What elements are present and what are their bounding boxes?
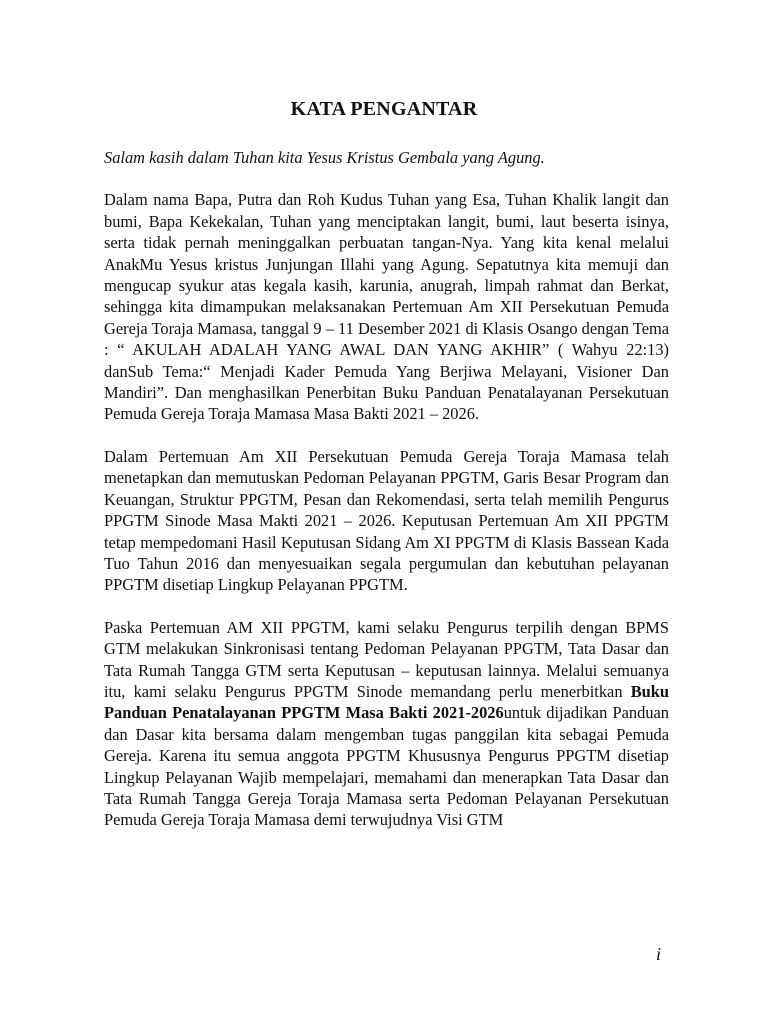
paragraph-1: Dalam nama Bapa, Putra dan Roh Kudus Tuhan yang Esa, Tuhan Khalik langit dan bumi, Bapa Kekekalan, Tuhan yang menciptakan langit, bumi, laut beserta isinya, serta tidak pernah meninggalkan perbuatan tangan-Nya. Yang kita kenal melalui AnakMu Yesus kristus Junjungan Illahi yang Agung. Sepatutnya kita memuji dan mengucap syukur atas kegala kasih, karunia, anugrah, limpah rahmat dan Berkat, sehingga kita dimampukan melaksanakan Pertemuan Am XII Persekutuan Pemuda Gereja Toraja Mamasa, tanggal 9 – 11 Desember 2021 di Klasis Osango dengan Tema : “ AKULAH ADALAH YANG AWAL DAN YANG AKHIR” ( Wahyu 22:13) danSub Tema:“ Menjadi Kader Pemuda Yang Berjiwa Melayani, Visioner Dan Mandiri”. Dan menghasilkan Penerbitan Buku Panduan Penatalayanan Persekutuan Pemuda Gereja Toraja Mamasa Masa Bakti 2021 – 2026. xyxy=(104,190,669,424)
page-number: i xyxy=(656,944,662,964)
paragraph-3-bold-book-title: Buku Panduan Penatalayanan PPGTM Masa Bakti 2021-2026 xyxy=(104,681,669,723)
paragraph-3 xyxy=(104,617,669,831)
paragraph-3-text-end: untuk dijadikan Panduan dan Dasar kita bersama dalam mengemban tugas panggilan kita sebagai Pemuda Gereja. Karena itu semua anggota PPGTM Khususnya Pengurus PPGTM disetiap Lingkup Pelayanan Wajib mempelajari, memahami dan menerapkan Tata Dasar dan Tata Rumah Tangga Gereja Toraja Mamasa serta Pedoman Pelayanan Persekutuan Pemuda Gereja Toraja Mamasa demi terwujudnya Visi GTM xyxy=(104,703,669,830)
paragraph-3-text-start: Paska Pertemuan AM XII PPGTM, kami selaku Pengurus terpilih dengan BPMS GTM melakukan Sinkronisasi tentang Pedoman Pelayanan PPGTM, Tata Dasar dan Tata Rumah Tangga GTM serta Keputusan – keputusan lainnya. Melalui semuanya itu, kami selaku Pengurus PPGTM Sinode memandang perlu menerbitkan xyxy=(104,617,669,701)
greeting-line: Salam kasih dalam Tuhan kita Yesus Kristus Gembala yang Agung. xyxy=(104,148,545,167)
paragraph-2: Dalam Pertemuan Am XII Persekutuan Pemuda Gereja Toraja Mamasa telah menetapkan dan memutuskan Pedoman Pelayanan PPGTM, Garis Besar Program dan Keuangan, Struktur PPGTM, Pesan dan Rekomendasi, serta telah memilih Pengurus PPGTM Sinode Masa Makti 2021 – 2026. Keputusan Pertemuan Am XII PPGTM tetap mempedomani Hasil Keputusan Sidang Am XI PPGTM di Klasis Bassean Kada Tuo Tahun 2016 dan menyesuaikan segala pergumulan dan kebutuhan pelayanan PPGTM disetiap Lingkup Pelayanan PPGTM. xyxy=(104,446,669,595)
document-body xyxy=(104,147,669,852)
page-title: KATA PENGANTAR xyxy=(290,98,478,120)
